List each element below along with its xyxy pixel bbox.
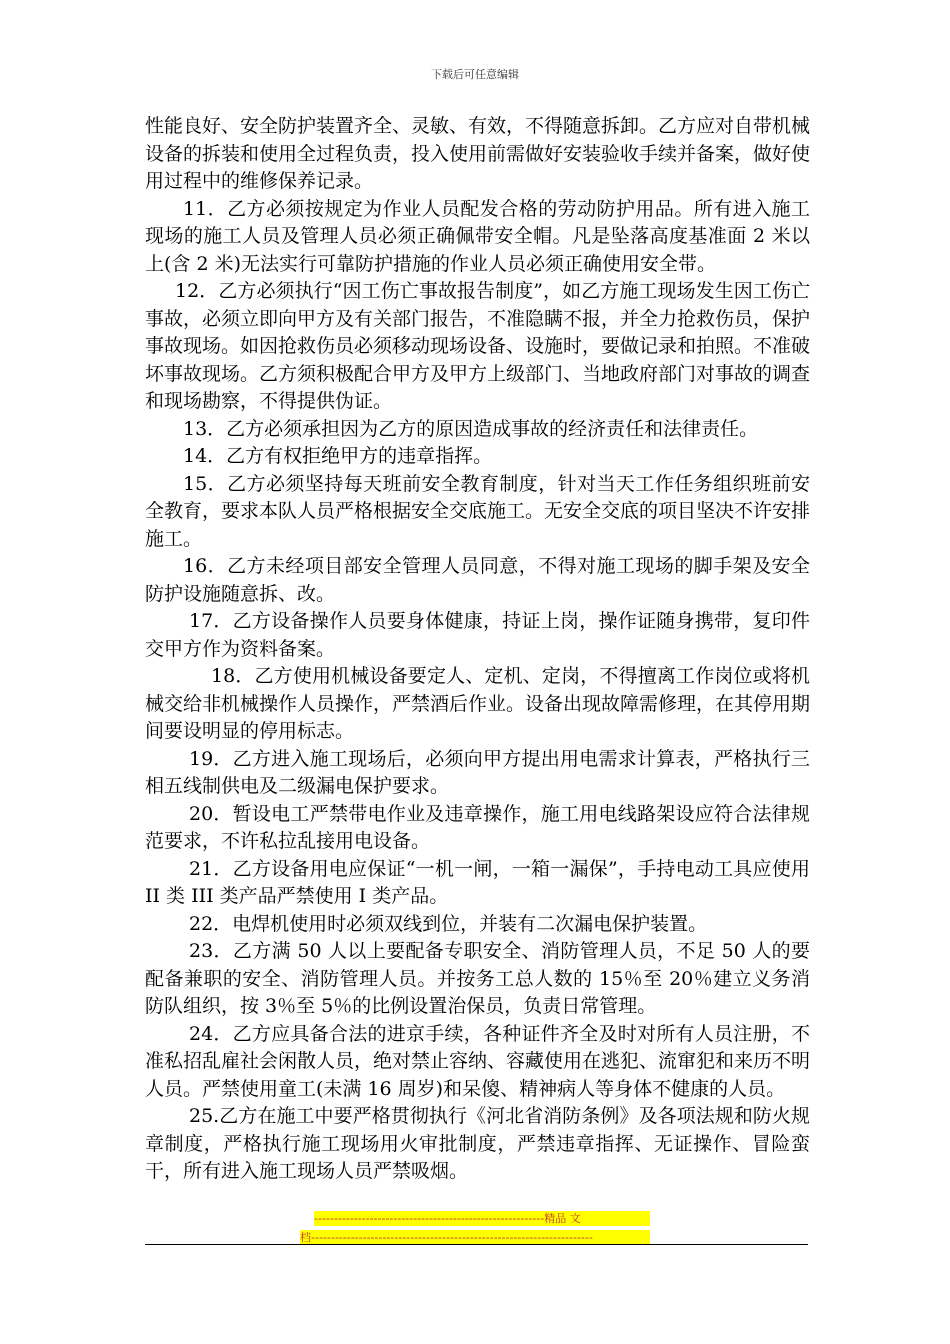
clause-25: 25.乙方在施工中要严格贯彻执行《河北省消防条例》及各项法规和防火规章制度，严格执行施工现场用火审批制度，严禁违章指挥、无证操作、冒险蛮干，所有进入施工现场人员严禁吸烟。 <box>145 1105 810 1182</box>
paragraph-continuation: 性能良好、安全防护装置齐全、灵敏、有效，不得随意拆卸。乙方应对自带机械设备的拆装和使用全过程负责，投入使用前需做好安装验收手续并备案，做好使用过程中的维修保养记录。 <box>145 115 811 192</box>
clause-18: 18．乙方使用机械设备要定人、定机、定岗，不得擅离工作岗位或将机械交给非机械操作人员操作，严禁酒后作业。设备出现故障需修理，在其停用期间要设明显的停用标志。 <box>145 665 811 742</box>
page-header: 下载后可任意编辑 <box>431 68 519 81</box>
clause-12: 12．乙方必须执行“因工伤亡事故报告制度”，如乙方施工现场发生因工伤亡事故，必须立即向甲方及有关部门报告，不准隐瞒不报，并全力抢救伤员，保护事故现场。如因抢救伤员必须移动现场设备、设施时，要做记录和拍照。不准破坏事故现场。乙方须积极配合甲方及甲方上级部门、当地政府部门对事故的调查和现场勘察，不得提供伪证。 <box>145 280 811 412</box>
clause-22: 22．电焊机使用时必须双线到位，并装有二次漏电保护装置。 <box>189 912 708 935</box>
clause-17: 17．乙方设备操作人员要身体健康，持证上岗，操作证随身携带，复印件交甲方作为资料备案。 <box>145 610 810 660</box>
clause-20: 20．暂设电工严禁带电作业及违章操作，施工用电线路架设应符合法律规范要求，不许私拉乱接用电设备。 <box>145 802 810 852</box>
clause-11: 11．乙方必须按规定为作业人员配发合格的劳动防护用品。所有进入施工现场的施工人员及管理人员必须正确佩带安全帽。凡是坠落高度基准面 2 米以上(含 2 米)无法实行可靠防护措施的作业人员必须正确使用安全带。 <box>145 197 810 275</box>
footer-line-1: ----------------------------------------------------------精品 文 <box>314 1211 650 1226</box>
clause-24: 24．乙方应具备合法的进京手续，各种证件齐全及时对所有人员注册，不准私招乱雇社会闲散人员，绝对禁止容纳、容藏使用在逃犯、流窜犯和来历不明人员。严禁使用童工(未满 16 周岁)和呆傻、精神病人等身体不健康的人员。 <box>145 1022 811 1100</box>
document-body <box>145 113 810 1186</box>
clause-21: 21．乙方设备用电应保证“一机一闸，一箱一漏保”，手持电动工具应使用 II 类 III 类产品严禁使用 I 类产品。 <box>145 857 810 907</box>
clause-16: 16．乙方未经项目部安全管理人员同意，不得对施工现场的脚手架及安全防护设施随意拆、改。 <box>145 555 810 605</box>
clause-13: 13．乙方必须承担因为乙方的原因造成事故的经济责任和法律责任。 <box>183 417 759 440</box>
clause-19: 19．乙方进入施工现场后，必须向甲方提出用电需求计算表，严格执行三相五线制供电及二级漏电保护要求。 <box>145 747 810 797</box>
clause-23: 23．乙方满 50 人以上要配备专职安全、消防管理人员，不足 50 人的要配备兼职的安全、消防管理人员。并按务工总人数的 15％至 20％建立义务消防队组织，按 3％至 5％的比例设置治保员，负责日常管理。 <box>145 940 810 1017</box>
footer-line-2: 档----------------------------------------------------------------------- <box>300 1230 650 1245</box>
clause-14: 14．乙方有权拒绝甲方的违章指挥。 <box>183 445 493 467</box>
footer-divider <box>145 1244 808 1245</box>
clause-15: 15．乙方必须坚持每天班前安全教育制度，针对当天工作任务组织班前安全教育，要求本队人员严格根据安全交底施工。无安全交底的项目坚决不许安排施工。 <box>145 472 811 550</box>
